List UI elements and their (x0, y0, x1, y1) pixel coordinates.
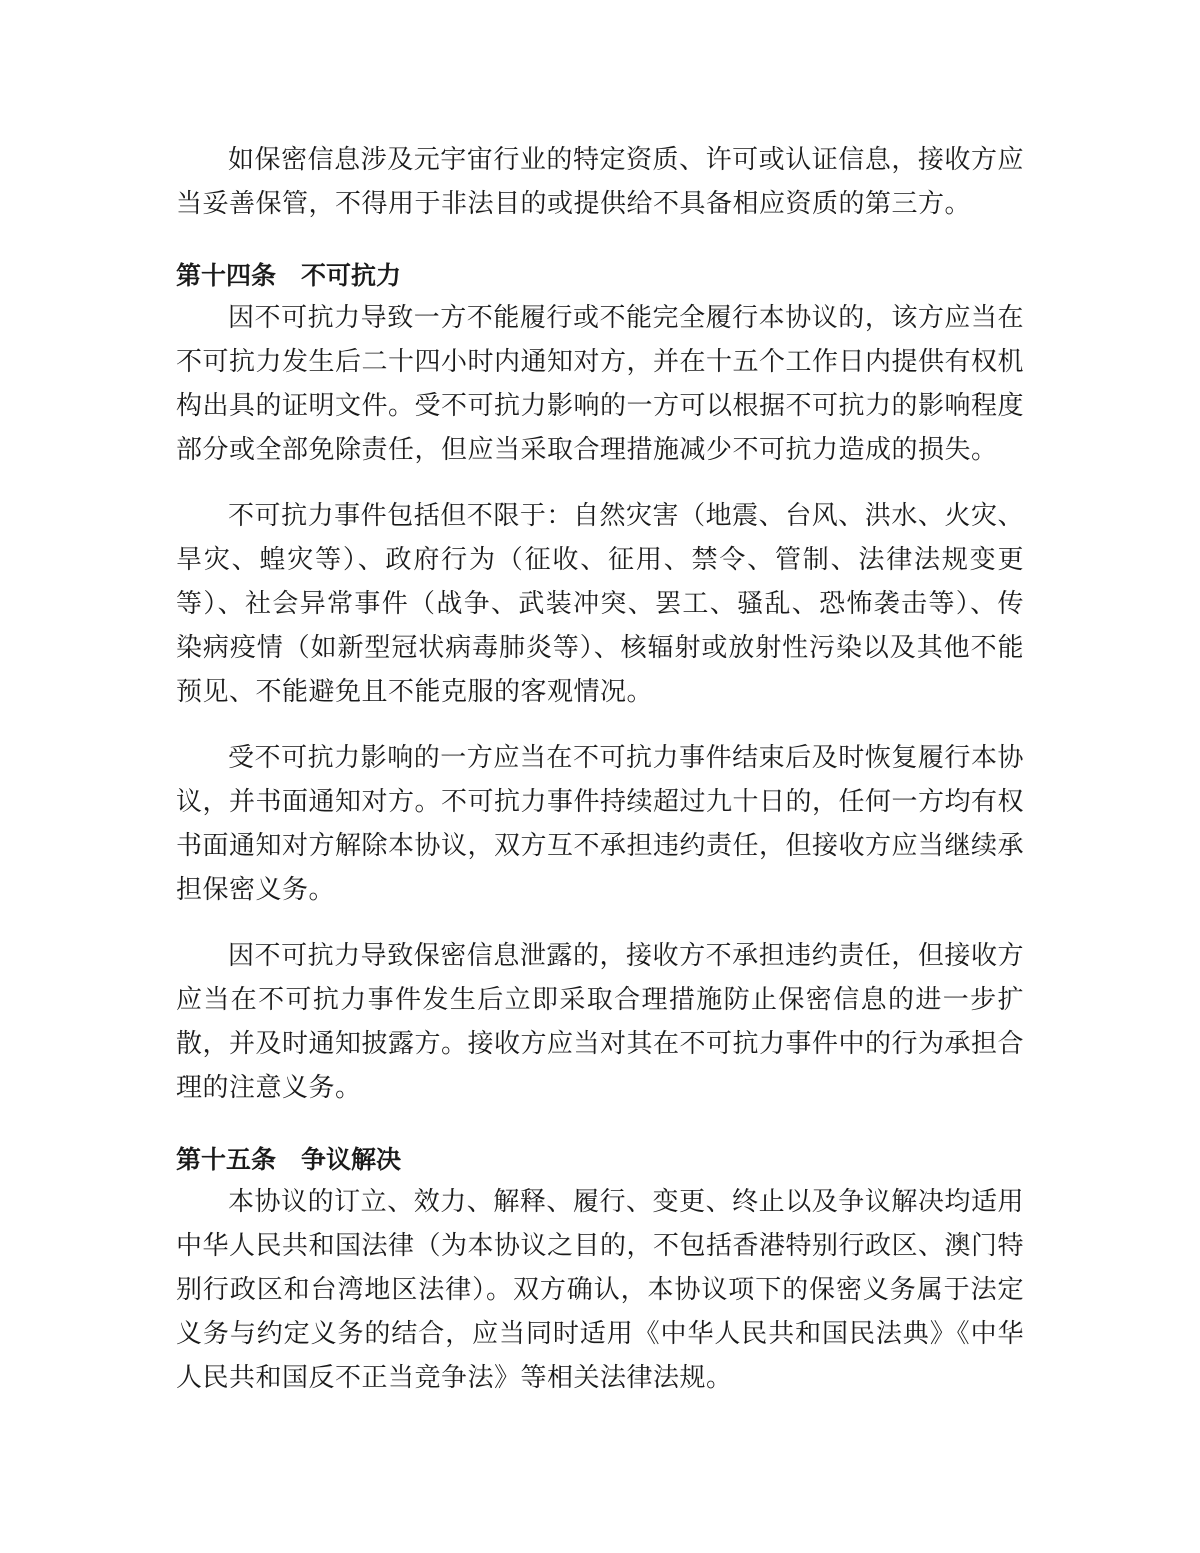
article-14-paragraph-4: 因不可抗力导致保密信息泄露的，接收方不承担违约责任，但接收方应当在不可抗力事件发生后立即采取合理措施防止保密信息的进一步扩散，并及时通知披露方。接收方应当对其在不可抗力事件中的行为承担合理的注意义务。 (176, 941, 1025, 1103)
article-15-paragraph-1: 本协议的订立、效力、解释、履行、变更、终止以及争议解决均适用中华人民共和国法律（为本协议之目的，不包括香港特别行政区、澳门特别行政区和台湾地区法律）。双方确认，本协议项下的保密义务属于法定义务与约定义务的结合，应当同时适用《中华人民共和国民法典》《中华人民共和国反不正当竞争法》等相关法律法规。 (176, 1187, 1025, 1393)
article-15-heading: 第十五条 争议解决 (176, 1145, 402, 1174)
article-14-paragraph-1: 因不可抗力导致一方不能履行或不能完全履行本协议的，该方应当在不可抗力发生后二十四小时内通知对方，并在十五个工作日内提供有权机构出具的证明文件。受不可抗力影响的一方可以根据不可抗力的影响程度部分或全部免除责任，但应当采取合理措施减少不可抗力造成的损失。 (176, 303, 1025, 465)
article-14-heading: 第十四条 不可抗力 (176, 261, 402, 290)
article-14-paragraph-2: 不可抗力事件包括但不限于：自然灾害（地震、台风、洪水、火灾、旱灾、蝗灾等）、政府行为（征收、征用、禁令、管制、法律法规变更等）、社会异常事件（战争、武装冲突、罢工、骚乱、恐怖袭击等）、传染病疫情（如新型冠状病毒肺炎等）、核辐射或放射性污染以及其他不能预见、不能避免且不能克服的客观情况。 (176, 501, 1024, 707)
article-14-paragraph-3: 受不可抗力影响的一方应当在不可抗力事件结束后及时恢复履行本协议，并书面通知对方。不可抗力事件持续超过九十日的，任何一方均有权书面通知对方解除本协议，双方互不承担违约责任，但接收方应当继续承担保密义务。 (176, 743, 1025, 905)
document-page (176, 138, 1024, 1422)
intro-paragraph: 如保密信息涉及元宇宙行业的特定资质、许可或认证信息，接收方应当妥善保管，不得用于非法目的或提供给不具备相应资质的第三方。 (176, 145, 1024, 219)
